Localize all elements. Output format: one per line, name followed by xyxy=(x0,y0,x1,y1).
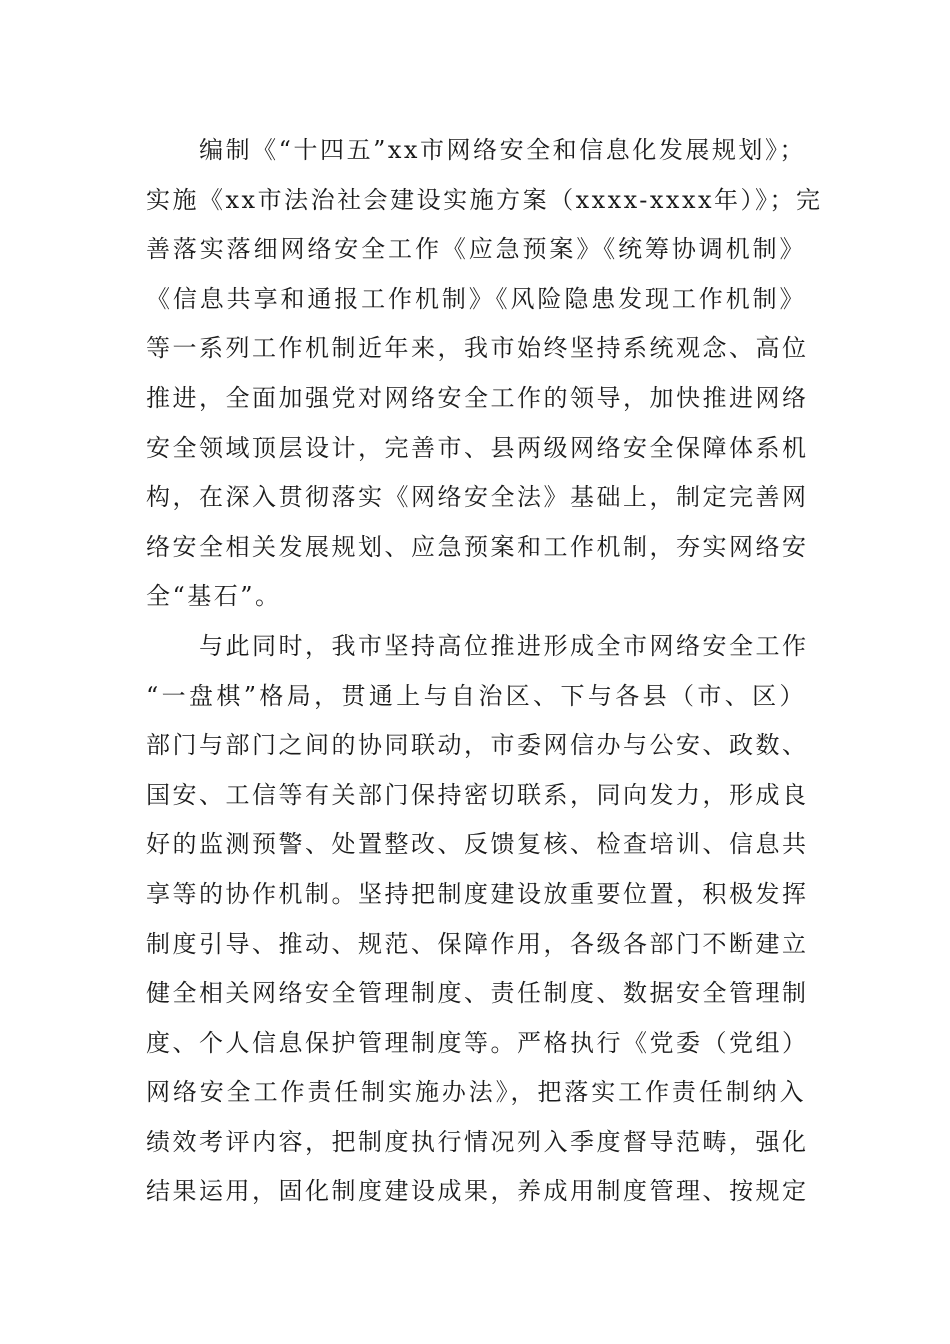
text-line: 构，在深入贯彻落实《网络安全法》基础上，制定完善网 xyxy=(146,483,809,512)
text-line: 编制《“十四五”xx市网络安全和信息化发展规划》； xyxy=(146,136,806,164)
text-line: 制度引导、推动、规范、保障作用，各级各部门不断建立 xyxy=(146,929,809,958)
body-text xyxy=(146,126,823,1217)
text-line: 与此同时，我市坚持高位推进形成全市网络安全工作 xyxy=(146,631,809,660)
text-line: 络安全相关发展规划、应急预案和工作机制，夯实网络安 xyxy=(146,532,809,561)
text-line: 安全领域顶层设计，完善市、县两级网络安全保障体系机 xyxy=(146,433,809,462)
text-line: 享等的协作机制。坚持把制度建设放重要位置，积极发挥 xyxy=(146,879,809,908)
text-line: 度、个人信息保护管理制度等。严格执行《党委（党组） xyxy=(146,1028,809,1057)
text-line: 绩效考评内容，把制度执行情况列入季度督导范畴，强化 xyxy=(146,1127,809,1156)
text-line: 等一系列工作机制近年来，我市始终坚持系统观念、高位 xyxy=(146,334,809,363)
text-line: 健全相关网络安全管理制度、责任制度、数据安全管理制 xyxy=(146,979,809,1008)
text-line: 善落实落细网络安全工作《应急预案》《统筹协调机制》 xyxy=(146,235,806,264)
text-line: 国安、工信等有关部门保持密切联系，同向发力，形成良 xyxy=(146,780,809,809)
text-line: 《信息共享和通报工作机制》《风险隐患发现工作机制》 xyxy=(146,284,806,313)
text-line: 部门与部门之间的协同联动，市委网信办与公安、政数、 xyxy=(146,731,809,760)
text-line: “一盘棋”格局，贯通上与自治区、下与各县（市、区） xyxy=(146,681,806,710)
text-line: 网络安全工作责任制实施办法》，把落实工作责任制纳入 xyxy=(146,1078,806,1107)
text-line: 全“基石”。 xyxy=(146,582,282,611)
text-line: 好的监测预警、处置整改、反馈复核、检查培训、信息共 xyxy=(146,830,809,859)
text-line: 推进，全面加强党对网络安全工作的领导，加快推进网络 xyxy=(146,383,809,412)
text-line: 实施《xx市法治社会建设实施方案（xxxx-xxxx年）》；完 xyxy=(146,185,823,214)
text-line: 结果运用，固化制度建设成果，养成用制度管理、按规定 xyxy=(146,1177,809,1206)
